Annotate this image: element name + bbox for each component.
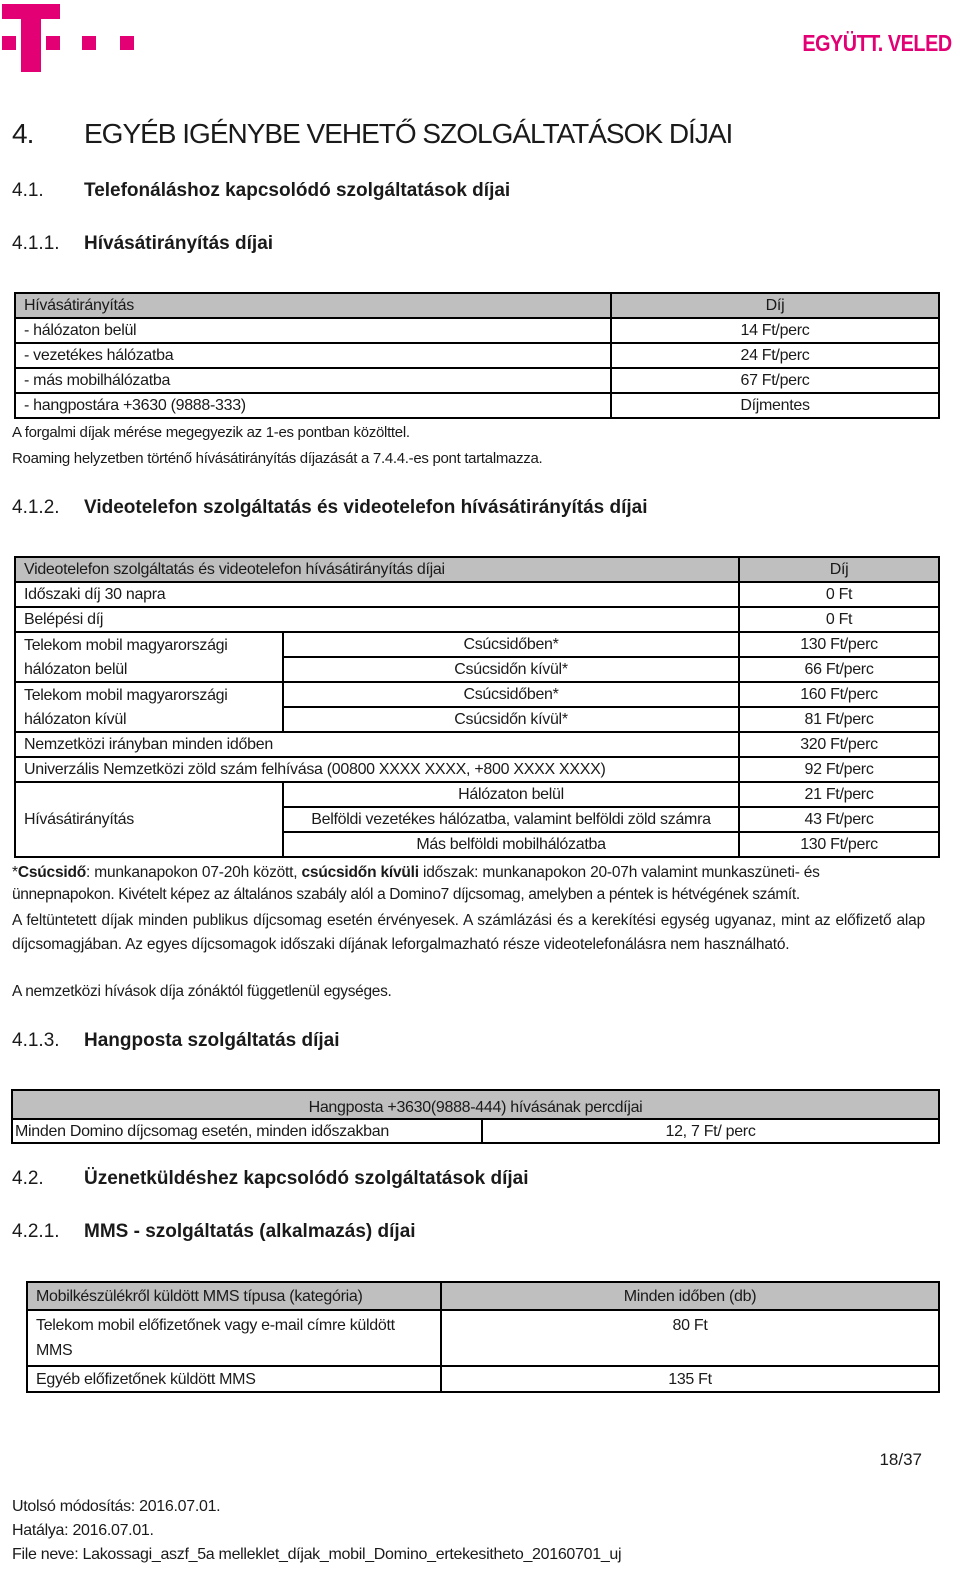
table-cell: Hálózaton belül bbox=[283, 782, 739, 807]
table-cell: 14 Ft/perc bbox=[611, 318, 939, 343]
table-header-row bbox=[15, 557, 939, 582]
table-note: Roaming helyzetben történő hívásátirányítás díjazását a 7.4.4.-es pont tartalmazza. bbox=[12, 450, 543, 467]
subsection-title: Telefonáláshoz kapcsolódó szolgáltatások díjai bbox=[84, 180, 511, 201]
table-cell: Belföldi vezetékes hálózatba, valamint belföldi zöld számra bbox=[283, 807, 739, 832]
table-header-cell: Díj bbox=[739, 557, 939, 582]
table-cell: 135 Ft bbox=[441, 1366, 939, 1392]
subsection-number: 4.1.2. bbox=[12, 497, 60, 518]
table-cell: 66 Ft/perc bbox=[739, 657, 939, 682]
table-cell: Belépési díj bbox=[15, 607, 739, 632]
section-heading bbox=[12, 118, 732, 150]
table-row bbox=[15, 318, 939, 343]
footnote-paragraph: A feltüntetett díjak minden publikus díjcsomag esetén érvényesek. A számlázási és a kerekítési egység ugyanaz, mint az előfizető alap díjcsomagjában. Az egyes díjcsomagok időszaki díjának leforgalmazható része videotelefonálásra nem használható. bbox=[12, 912, 925, 953]
voicemail-table bbox=[11, 1089, 940, 1144]
subsection-number: 4.1.3. bbox=[12, 1030, 60, 1051]
table-cell: Időszaki díj 30 napra bbox=[15, 582, 739, 607]
table-row bbox=[15, 732, 939, 757]
table-cell: - más mobilhálózatba bbox=[15, 368, 611, 393]
table-cell: 130 Ft/perc bbox=[739, 832, 939, 857]
footnote-paragraph bbox=[12, 861, 925, 885]
section-number: 4. bbox=[12, 118, 34, 149]
table-cell bbox=[27, 1310, 441, 1366]
table-cell: - hálózaton belül bbox=[15, 318, 611, 343]
table-note: A forgalmi díjak mérése megegyezik az 1-es pontban közölttel. bbox=[12, 424, 410, 441]
subsection-number: 4.1. bbox=[12, 180, 44, 201]
table-cell: hálózaton belül bbox=[15, 657, 283, 682]
table-cell: Minden Domino díjcsomag esetén, minden időszakban bbox=[12, 1119, 482, 1143]
subsection-title: Üzenetküldéshez kapcsolódó szolgáltatások díjai bbox=[84, 1168, 529, 1189]
table-row bbox=[27, 1366, 939, 1392]
table-cell: Díjmentes bbox=[611, 393, 939, 418]
footnote-star: * bbox=[12, 864, 18, 881]
table-header-row bbox=[12, 1090, 939, 1119]
footnote-text: A nemzetközi hívások díja zónáktól függetlenül egységes. bbox=[12, 983, 392, 1000]
subsection-heading bbox=[12, 497, 648, 519]
videotelephone-table bbox=[14, 556, 940, 858]
table-cell: Csúcsidőben* bbox=[283, 682, 739, 707]
table-cell: 92 Ft/perc bbox=[739, 757, 939, 782]
mms-table bbox=[26, 1281, 940, 1393]
subsection-heading bbox=[12, 233, 273, 255]
subsection-heading bbox=[12, 1168, 529, 1190]
table-header-cell: Hangposta +3630(9888-444) hívásának percdíjai bbox=[12, 1090, 939, 1119]
table-row bbox=[15, 393, 939, 418]
table-cell: - hangpostára +3630 (9888-333) bbox=[15, 393, 611, 418]
subsection-number: 4.1.1. bbox=[12, 233, 60, 254]
logo-square-icon bbox=[120, 36, 134, 50]
table-row bbox=[15, 707, 939, 732]
table-cell: - vezetékes hálózatba bbox=[15, 343, 611, 368]
table-header-row bbox=[27, 1282, 939, 1310]
table-cell: Telekom mobil magyarországi bbox=[15, 682, 283, 707]
cell-text: Telekom mobil előfizetőnek vagy e-mail címre küldött bbox=[36, 1317, 395, 1334]
table-cell: 80 Ft bbox=[441, 1310, 939, 1366]
table-row bbox=[27, 1310, 939, 1366]
table-row bbox=[15, 582, 939, 607]
brand-slogan: EGYÜTT. VELED bbox=[802, 30, 952, 56]
footnote-text: ünnepnapokon. Kivételt képez az általános szabály alól a Domino7 díjcsomag, amelyben a péntek is hétvégének számít. bbox=[12, 886, 800, 903]
table-cell: Csúcsidőn kívül* bbox=[283, 657, 739, 682]
subsection-title: Videotelefon szolgáltatás és videotelefon hívásátirányítás díjai bbox=[84, 497, 648, 518]
footnote-term: csúcsidőn kívüli bbox=[301, 864, 419, 881]
table-cell: Telekom mobil magyarországi bbox=[15, 632, 283, 657]
table-cell: Nemzetközi irányban minden időben bbox=[15, 732, 739, 757]
table-row bbox=[15, 782, 939, 807]
table-header-cell: Minden időben (db) bbox=[441, 1282, 939, 1310]
table-cell: hálózaton kívül bbox=[15, 707, 283, 732]
subsection-heading bbox=[12, 1030, 340, 1052]
table-cell: Hívásátirányítás bbox=[15, 782, 283, 857]
subsection-title: Hívásátirányítás díjai bbox=[84, 233, 274, 254]
subsection-number: 4.2. bbox=[12, 1168, 44, 1189]
table-cell: 160 Ft/perc bbox=[739, 682, 939, 707]
table-row bbox=[15, 682, 939, 707]
table-row bbox=[15, 757, 939, 782]
table-cell: 67 Ft/perc bbox=[611, 368, 939, 393]
table-cell: 0 Ft bbox=[739, 582, 939, 607]
logo-square-icon bbox=[82, 36, 96, 50]
table-row bbox=[15, 657, 939, 682]
table-row bbox=[15, 632, 939, 657]
page-number: 18/37 bbox=[879, 1450, 922, 1469]
table-cell: 24 Ft/perc bbox=[611, 343, 939, 368]
subsection-heading bbox=[12, 1221, 416, 1243]
table-cell: 0 Ft bbox=[739, 607, 939, 632]
footer-modified: Utolsó módosítás: 2016.07.01. bbox=[12, 1498, 221, 1515]
table-header-cell: Díj bbox=[611, 293, 939, 318]
table-cell: 130 Ft/perc bbox=[739, 632, 939, 657]
table-cell: Csúcsidőn kívül* bbox=[283, 707, 739, 732]
table-row bbox=[12, 1119, 939, 1143]
cell-text: MMS bbox=[36, 1342, 73, 1359]
table-cell: 43 Ft/perc bbox=[739, 807, 939, 832]
table-row bbox=[15, 607, 939, 632]
subsection-title: MMS - szolgáltatás (alkalmazás) díjai bbox=[84, 1221, 416, 1242]
footer-effective: Hatálya: 2016.07.01. bbox=[12, 1522, 154, 1539]
table-cell: 21 Ft/perc bbox=[739, 782, 939, 807]
table-cell: Egyéb előfizetőnek küldött MMS bbox=[27, 1366, 441, 1392]
footnote-text: : munkanapokon 07-20h között, bbox=[86, 864, 298, 881]
table-row bbox=[15, 368, 939, 393]
table-header-row bbox=[15, 293, 939, 318]
table-cell: 81 Ft/perc bbox=[739, 707, 939, 732]
footnote-term: Csúcsidő bbox=[17, 864, 87, 881]
table-row bbox=[15, 343, 939, 368]
section-title: EGYÉB IGÉNYBE VEHETŐ SZOLGÁLTATÁSOK DÍJAI bbox=[84, 118, 733, 149]
footnote-text: időszak: munkanapokon 20-07h valamint munkaszüneti- és bbox=[423, 864, 820, 881]
table-cell: Univerzális Nemzetközi zöld szám felhívása (00800 XXXX XXXX, +800 XXXX XXXX) bbox=[15, 757, 739, 782]
call-forwarding-table bbox=[14, 292, 940, 419]
table-header-cell: Mobilkészülékről küldött MMS típusa (kategória) bbox=[27, 1282, 441, 1310]
table-cell: 12, 7 Ft/ perc bbox=[482, 1119, 939, 1143]
subsection-title: Hangposta szolgáltatás díjai bbox=[84, 1030, 340, 1051]
subsection-heading bbox=[12, 180, 510, 202]
table-header-cell: Videotelefon szolgáltatás és videotelefon hívásátirányítás díjai bbox=[15, 557, 739, 582]
table-cell: 320 Ft/perc bbox=[739, 732, 939, 757]
table-cell: Csúcsidőben* bbox=[283, 632, 739, 657]
table-cell: Más belföldi mobilhálózatba bbox=[283, 832, 739, 857]
table-header-cell: Hívásátirányítás bbox=[15, 293, 611, 318]
telekom-logo-icon bbox=[2, 4, 60, 72]
footer-filename: File neve: Lakossagi_aszf_5a melleklet_díjak_mobil_Domino_ertekesitheto_20160701_uj bbox=[12, 1546, 622, 1563]
subsection-number: 4.2.1. bbox=[12, 1221, 60, 1242]
